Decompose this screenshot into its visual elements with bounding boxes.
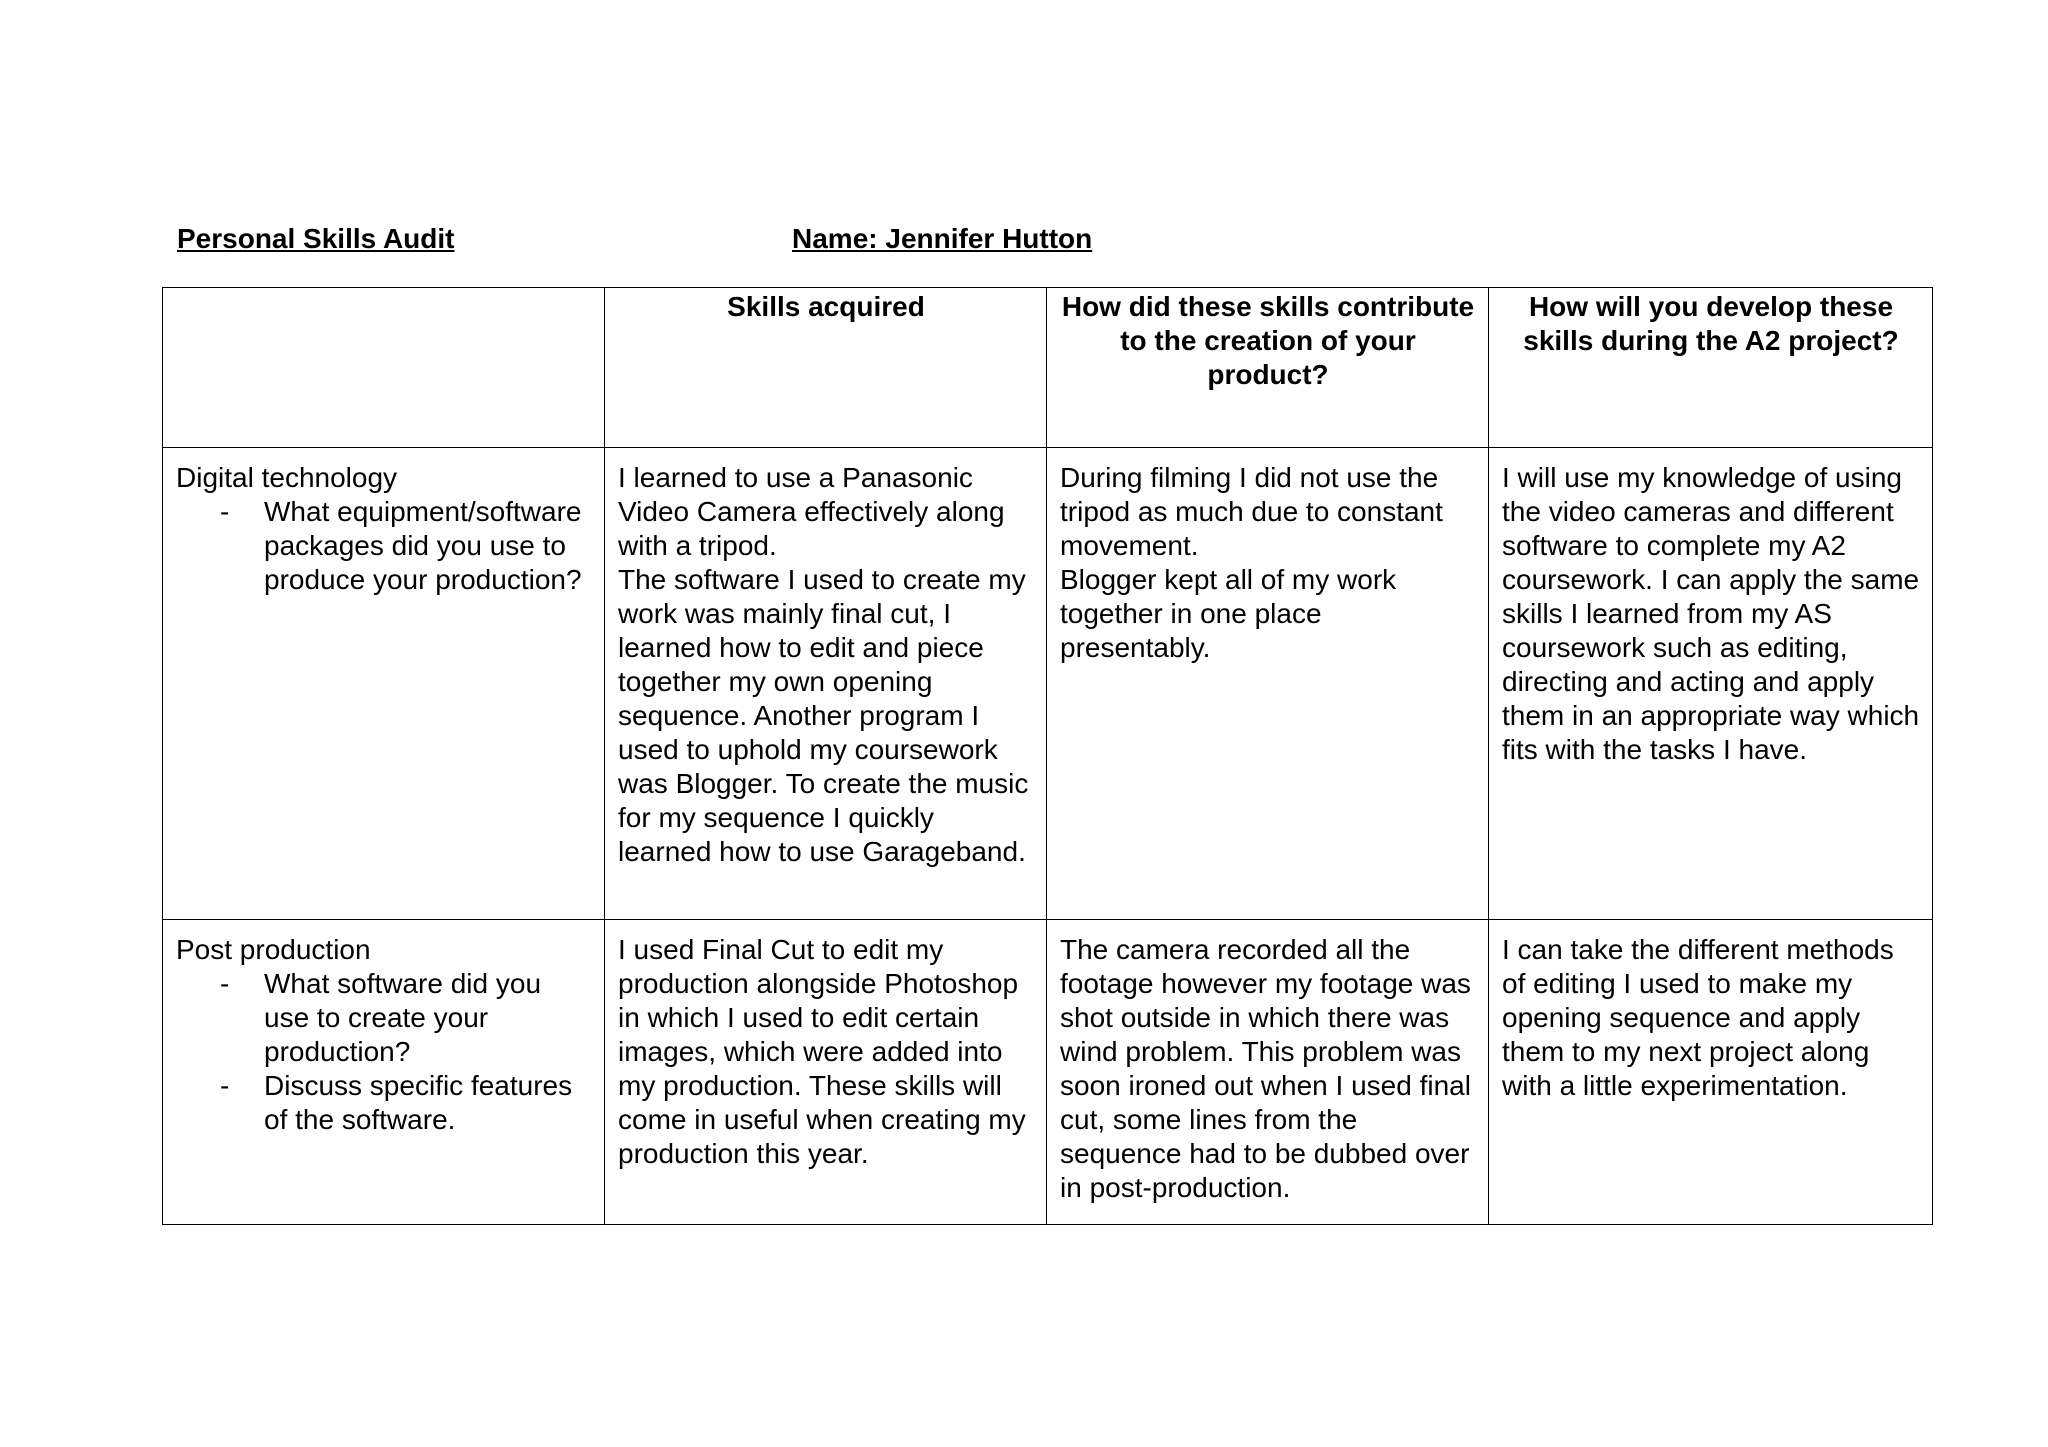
development-cell xyxy=(1489,448,1933,920)
skills-acquired-text: I used Final Cut to edit my production alongside Photoshop in which I used to edit certain images, which were added into my production. These skills will come in useful when creating my production this year. xyxy=(618,934,1026,1169)
skills-acquired-cell xyxy=(605,448,1047,920)
category-label: Post production xyxy=(176,934,371,965)
question-item xyxy=(176,495,592,597)
column-header-skills-acquired: Skills acquired xyxy=(605,288,1047,448)
bullet-dash: - xyxy=(220,1070,230,1101)
student-name: Name: Jennifer Hutton xyxy=(792,223,1093,254)
table-header-row xyxy=(163,288,1933,448)
table-row xyxy=(163,448,1933,920)
category-label: Digital technology xyxy=(176,462,398,493)
question-item xyxy=(176,1069,592,1137)
development-text: I will use my knowledge of using the video cameras and different software to complete my A2 coursework. I can apply the same skills I learned from my AS coursework such as editing, directing and acting and apply them in an appropriate way which fits with the tasks I have. xyxy=(1502,462,1920,765)
column-header-category xyxy=(163,288,605,448)
contribution-text: During filming I did not use the tripod as much due to constant movement. Blogger kept all of my work together in one place presentably. xyxy=(1060,462,1443,663)
column-header-contribution: How did these skills contribute to the creation of your product? xyxy=(1047,288,1489,448)
skills-acquired-cell xyxy=(605,920,1047,1225)
bullet-dash: - xyxy=(220,496,230,527)
contribution-text: The camera recorded all the footage however my footage was shot outside in which there was wind problem. This problem was soon ironed out when I used final cut, some lines from the sequence had to be dubbed over in post-production. xyxy=(1060,934,1471,1203)
document-title: Personal Skills Audit xyxy=(177,223,455,254)
contribution-cell xyxy=(1047,920,1489,1225)
category-cell xyxy=(163,920,605,1225)
skills-acquired-text: I learned to use a Panasonic Video Camera effectively along with a tripod. The software I used to create my work was mainly final cut, I learned how to edit and piece together my own opening sequence. Another program I used to uphold my coursework was Blogger. To create the music for my sequence I quickly learned how to use Garageband. xyxy=(618,462,1029,867)
question-list xyxy=(176,967,592,1137)
development-cell xyxy=(1489,920,1933,1225)
question-text: Discuss specific features of the software. xyxy=(264,1070,573,1135)
contribution-cell xyxy=(1047,448,1489,920)
question-text: What software did you use to create your production? xyxy=(264,968,542,1067)
table-row xyxy=(163,920,1933,1225)
column-header-development: How will you develop these skills during the A2 project? xyxy=(1489,288,1933,448)
development-text: I can take the different methods of editing I used to make my opening sequence and apply them to my next project along with a little experimentation. xyxy=(1502,934,1894,1101)
bullet-dash: - xyxy=(220,968,230,999)
category-cell xyxy=(163,448,605,920)
question-list xyxy=(176,495,592,597)
skills-audit-table xyxy=(162,287,1933,1225)
question-text: What equipment/software packages did you use to produce your production? xyxy=(264,496,582,595)
question-item xyxy=(176,967,592,1069)
